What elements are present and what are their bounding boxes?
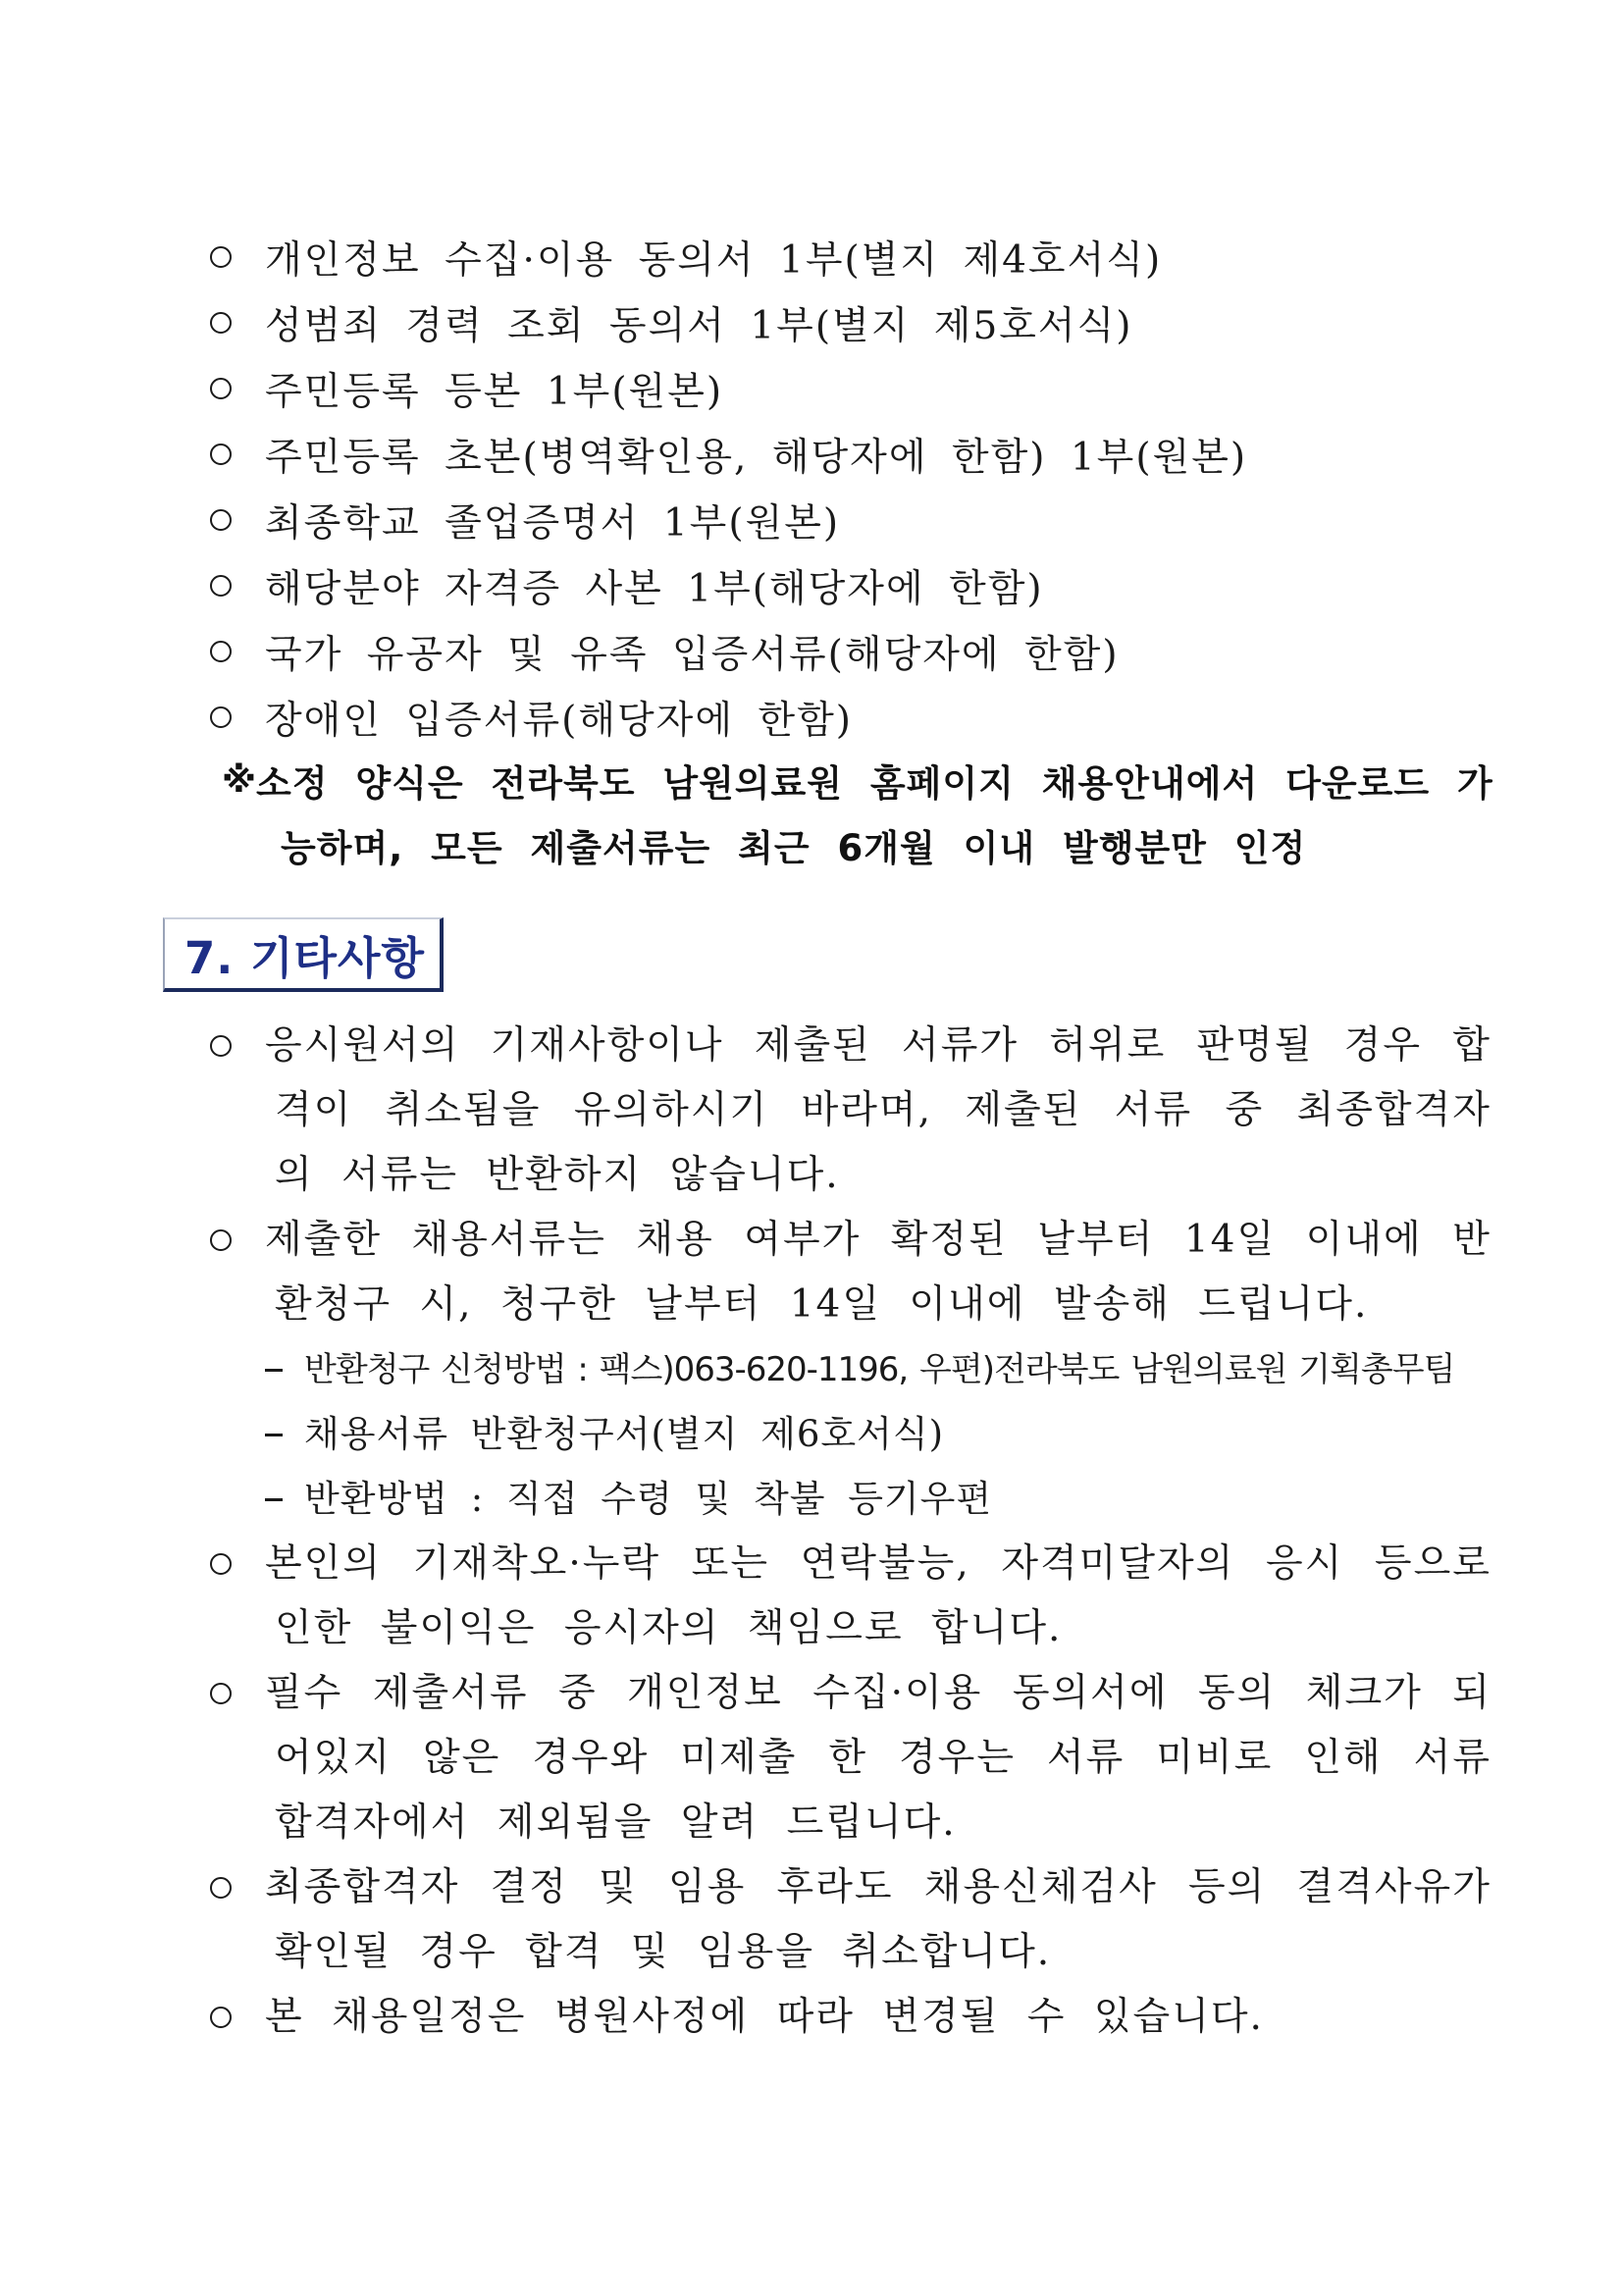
circle-bullet-icon [210,706,232,728]
list-item: 주민등록 등본 1부(원본) [206,355,1482,421]
circle-bullet-icon [210,1229,232,1251]
circle-bullet-icon [210,509,232,531]
notice-line-2: 능하며, 모든 제출서류는 최근 6개월 이내 발행분만 인정 [281,827,1307,869]
note-false-documents [206,1014,1492,1208]
circle-bullet-icon [210,1035,232,1057]
required-documents-list [206,224,1482,750]
note-document-return [206,1208,1492,1337]
note-consent-check [206,1661,1492,1855]
list-item: 국가 유공자 및 유족 입증서류(해당자에 한함) [206,618,1482,684]
note-line: 합격자에서 제외됨을 알려 드립니다. [275,1800,957,1845]
other-notes-list [206,1014,1492,2050]
note-line: 본인의 기재착오·누락 또는 연락불능, 자격미달자의 응시 등으로 [265,1541,1492,1586]
sub-list-item: 반환청구 신청방법 : 팩스)063-620-1196, 우편)전라북도 남원의료원 기획총무팀 [265,1337,1492,1402]
sub-list-item: 반환방법 : 직접 수령 및 착불 등기우편 [265,1467,1492,1532]
list-item: 개인정보 수집·이용 동의서 1부(별지 제4호서식) [206,224,1482,289]
note-line: 필수 제출서류 중 개인정보 수집·이용 동의서에 동의 체크가 되 [265,1671,1492,1715]
circle-bullet-icon [210,2007,232,2028]
circle-bullet-icon [210,1877,232,1899]
section-heading-box [163,917,444,992]
reference-mark-icon: ※ [222,759,256,801]
note-line: 인한 불이익은 응시자의 책임으로 합니다. [275,1606,1063,1650]
note-line: 확인될 경우 합격 및 임용을 취소합니다. [275,1930,1052,1974]
note-line: 의 서류는 반환하지 않습니다. [275,1153,840,1197]
list-item: 성범죄 경력 조회 동의서 1부(별지 제5호서식) [206,289,1482,355]
list-item: 최종학교 졸업증명서 1부(원본) [206,487,1482,552]
section-title: 7. 기타사항 [184,931,425,984]
note-applicant-responsibility [206,1532,1492,1661]
circle-bullet-icon [210,444,232,465]
note-line: 본 채용일정은 병원사정에 따라 변경될 수 있습니다. [265,1995,1264,2039]
circle-bullet-icon [210,312,232,334]
list-item: 해당분야 자격증 사본 1부(해당자에 한함) [206,552,1482,618]
sub-list-item: 채용서류 반환청구서(별지 제6호서식) [265,1402,1492,1467]
circle-bullet-icon [210,1683,232,1704]
note-line: 응시원서의 기재사항이나 제출된 서류가 허위로 판명될 경우 합 [265,1023,1492,1068]
dash-bullet-icon [265,1498,283,1501]
note-line: 제출한 채용서류는 채용 여부가 확정된 날부터 14일 이내에 반 [265,1218,1492,1262]
list-item: 주민등록 초본(병역확인용, 해당자에 한함) 1부(원본) [206,421,1482,487]
dash-bullet-icon [265,1369,283,1372]
circle-bullet-icon [210,641,232,662]
return-details-list [206,1337,1492,1532]
notice-line-1: 소정 양식은 전라북도 남원의료원 홈페이지 채용안내에서 다운로드 가 [256,762,1493,805]
note-line: 환청구 시, 청구한 날부터 14일 이내에 발송해 드립니다. [275,1282,1369,1327]
note-line: 격이 취소됨을 유의하시기 바라며, 제출된 서류 중 최종합격자 [275,1088,1492,1132]
circle-bullet-icon [210,1553,232,1575]
note-line: 어있지 않은 경우와 미제출 한 경우는 서류 미비로 인해 서류 [275,1736,1492,1780]
circle-bullet-icon [210,246,232,268]
note-disqualification [206,1855,1492,1985]
note-schedule-change [206,1985,1492,2050]
forms-download-notice [222,748,1493,877]
dash-bullet-icon [265,1434,283,1436]
circle-bullet-icon [210,378,232,399]
note-line: 최종합격자 결정 및 임용 후라도 채용신체검사 등의 결격사유가 [265,1865,1492,1909]
list-item: 장애인 입증서류(해당자에 한함) [206,684,1482,750]
circle-bullet-icon [210,575,232,597]
